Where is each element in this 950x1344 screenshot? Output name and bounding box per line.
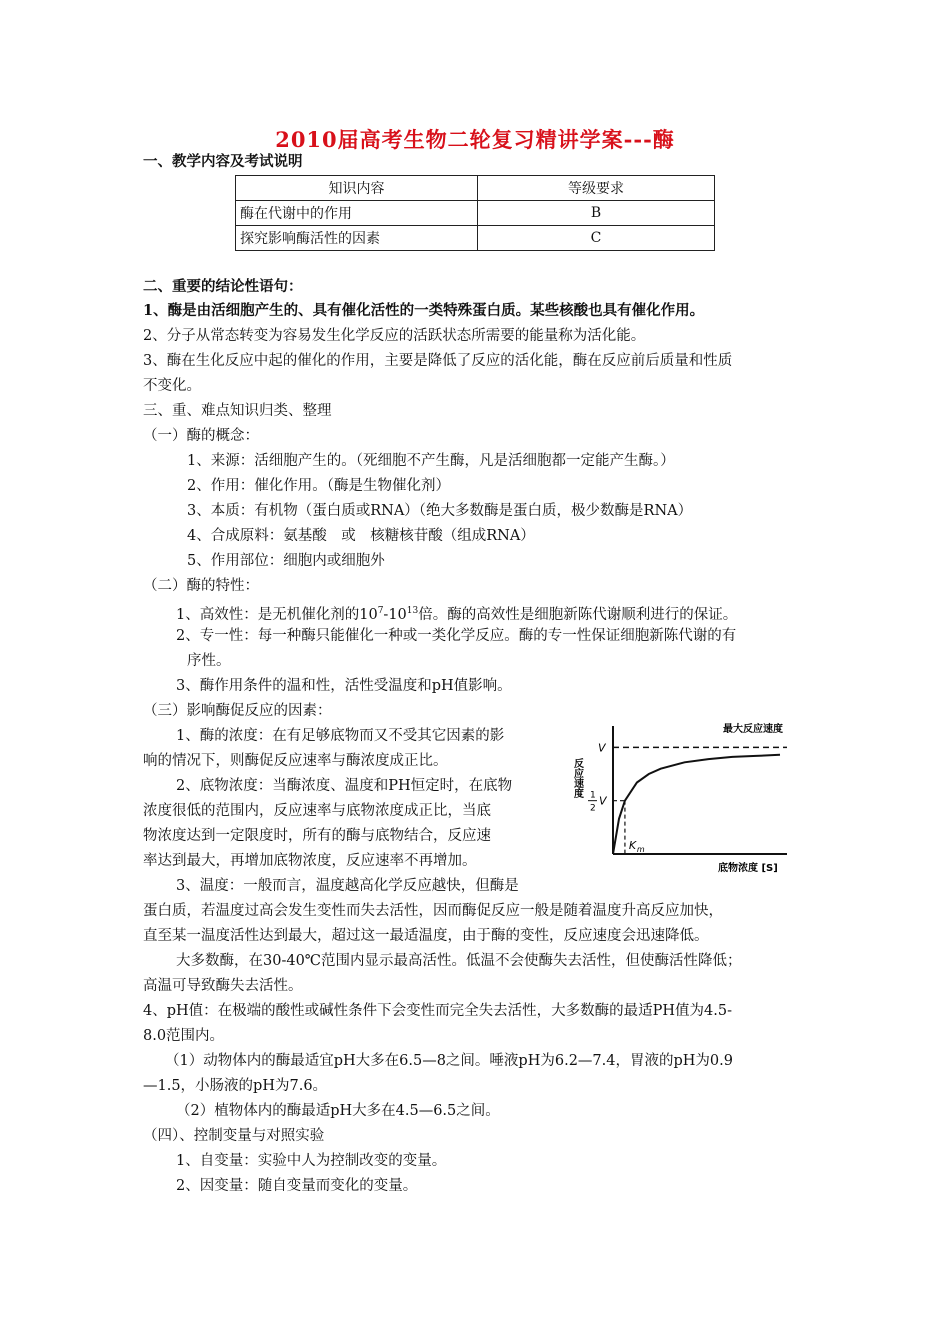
half-v-label	[588, 791, 608, 814]
sub2-heading: （二）酶的特性：	[143, 578, 259, 594]
km-symbol: K	[628, 839, 637, 852]
table-cell: 酶在代谢中的作用	[236, 201, 478, 226]
variable-item: 1、自变量：实验中人为控制改变的变量。	[176, 1153, 447, 1169]
property-item-3: 3、酶作用条件的温和性，活性受温度和pH值影响。	[176, 678, 512, 694]
factor-line: 大多数酶，在30-40℃范围内显示最高活性。低温不会使酶失去活性，但使酶活性降低；	[176, 953, 742, 969]
x-axis-label: 底物浓度 [S]	[718, 863, 778, 873]
property-1-rest: 倍。酶的高效性是细胞新陈代谢顺利进行的保证。	[418, 606, 738, 623]
concept-item: 4、合成原料：氨基酸 或 核糖核苷酸（组成RNA）	[187, 528, 535, 544]
page-title: 2010届高考生物二轮复习精讲学案---酶	[275, 127, 675, 152]
factor-line: 蛋白质，若温度过高会发生变性而失去活性，因而酶促反应一般是随着温度升高反应加快，	[143, 903, 723, 919]
conclusion-3-cont: 不变化。	[143, 378, 201, 394]
half-v-symbol: V	[599, 794, 607, 808]
property-item-2: 2、专一性：每一种酶只能催化一种或一类化学反应。酶的专一性保证细胞新陈代谢的有	[176, 628, 737, 644]
km-label	[629, 839, 645, 854]
exponent-13: 13	[406, 606, 419, 616]
factor-line: 4、pH值：在极端的酸性或碱性条件下会变性而完全失去活性，大多数酶的最适PH值为4.5-	[143, 1003, 733, 1019]
concept-item: 3、本质：有机物（蛋白质或RNA）（绝大多数酶是蛋白质，极少数酶是RNA）	[187, 503, 693, 519]
factor-line: 高温可导致酶失去活性。	[143, 978, 303, 994]
half-v-denominator: 2	[590, 803, 596, 814]
exponent-7: 7	[377, 606, 384, 616]
factor-line: 浓度很低的范围内，反应速率与底物浓度成正比，当底	[143, 803, 491, 819]
concept-item: 1、来源：活细胞产生的。（死细胞不产生酶，凡是活细胞都一定能产生酶。）	[187, 453, 675, 469]
table-cell: 探究影响酶活性的因素	[236, 226, 478, 251]
sub4-heading: （四）、控制变量与对照实验	[143, 1128, 325, 1144]
conclusion-2: 2、分子从常态转变为容易发生化学反应的活跃状态所需要的能量称为活化能。	[143, 328, 646, 344]
half-v-numerator: 1	[590, 790, 596, 801]
property-item-1	[176, 601, 737, 625]
table-header-row	[236, 176, 715, 201]
section2-heading: 二、重要的结论性语句：	[143, 278, 303, 295]
factor-line: 物浓度达到一定限度时，所有的酶与底物结合，反应速	[143, 828, 491, 844]
factor-line: 2、底物浓度：当酶浓度、温度和PH恒定时，在底物	[176, 778, 513, 794]
property-1-text: 1、高效性：是无机催化剂的10	[176, 606, 378, 623]
factor-line: 8.0范围内。	[143, 1028, 225, 1044]
km-subscript: m	[636, 845, 645, 854]
enzyme-kinetics-chart	[565, 718, 795, 873]
variable-item: 2、因变量：随自变量而变化的变量。	[176, 1178, 418, 1194]
factor-line: 率达到最大，再增加底物浓度，反应速率不再增加。	[143, 853, 477, 869]
y-axis-label: 反应速度	[571, 758, 583, 798]
table-row	[236, 201, 715, 226]
factor-line: —1.5，小肠液的pH为7.6。	[143, 1078, 328, 1094]
factor-line: 直至某一温度活性达到最大，超过这一最适温度，由于酶的变性，反应速度会迅速降低。	[143, 928, 709, 944]
concept-item: 2、作用：催化作用。（酶是生物催化剂）	[187, 478, 450, 494]
property-item-2-cont: 序性。	[187, 653, 231, 669]
concept-item: 5、作用部位：细胞内或细胞外	[187, 553, 385, 569]
factor-line: （2）植物体内的酶最适pH大多在4.5—6.5之间。	[176, 1103, 500, 1119]
section3-heading: 三、重、难点知识归类、整理	[143, 403, 332, 419]
conclusion-1: 1、酶是由活细胞产生的、具有催化活性的一类特殊蛋白质。某些核酸也具有催化作用。	[143, 302, 705, 319]
factor-line: 1、酶的浓度：在有足够底物而又不受其它因素的影	[176, 728, 505, 744]
v-label: V	[598, 741, 606, 755]
conclusion-3: 3、酶在生化反应中起的催化的作用，主要是降低了反应的活化能，酶在反应前后质量和性质	[143, 353, 733, 369]
table-header-cell: 等级要求	[478, 176, 715, 201]
table-cell: B	[478, 201, 715, 226]
factor-line: 3、温度：一般而言，温度越高化学反应越快，但酶是	[176, 878, 519, 894]
max-rate-label: 最大反应速度	[723, 724, 783, 735]
table-row	[236, 226, 715, 251]
section1-heading: 一、教学内容及考试说明	[143, 153, 303, 170]
sub1-heading: （一）酶的概念：	[143, 428, 259, 444]
factor-line: （1）动物体内的酶最适宜pH大多在6.5—8之间。唾液pH为6.2—7.4，胃液的pH为0.9	[165, 1053, 733, 1069]
requirements-table	[235, 175, 715, 251]
sub3-heading: （三）影响酶促反应的因素：	[143, 703, 332, 719]
table-header-cell: 知识内容	[236, 176, 478, 201]
series-line	[613, 755, 780, 854]
property-1-mid: -10	[383, 606, 407, 623]
factor-line: 响的情况下，则酶促反应速率与酶浓度成正比。	[143, 753, 448, 769]
table-cell: C	[478, 226, 715, 251]
